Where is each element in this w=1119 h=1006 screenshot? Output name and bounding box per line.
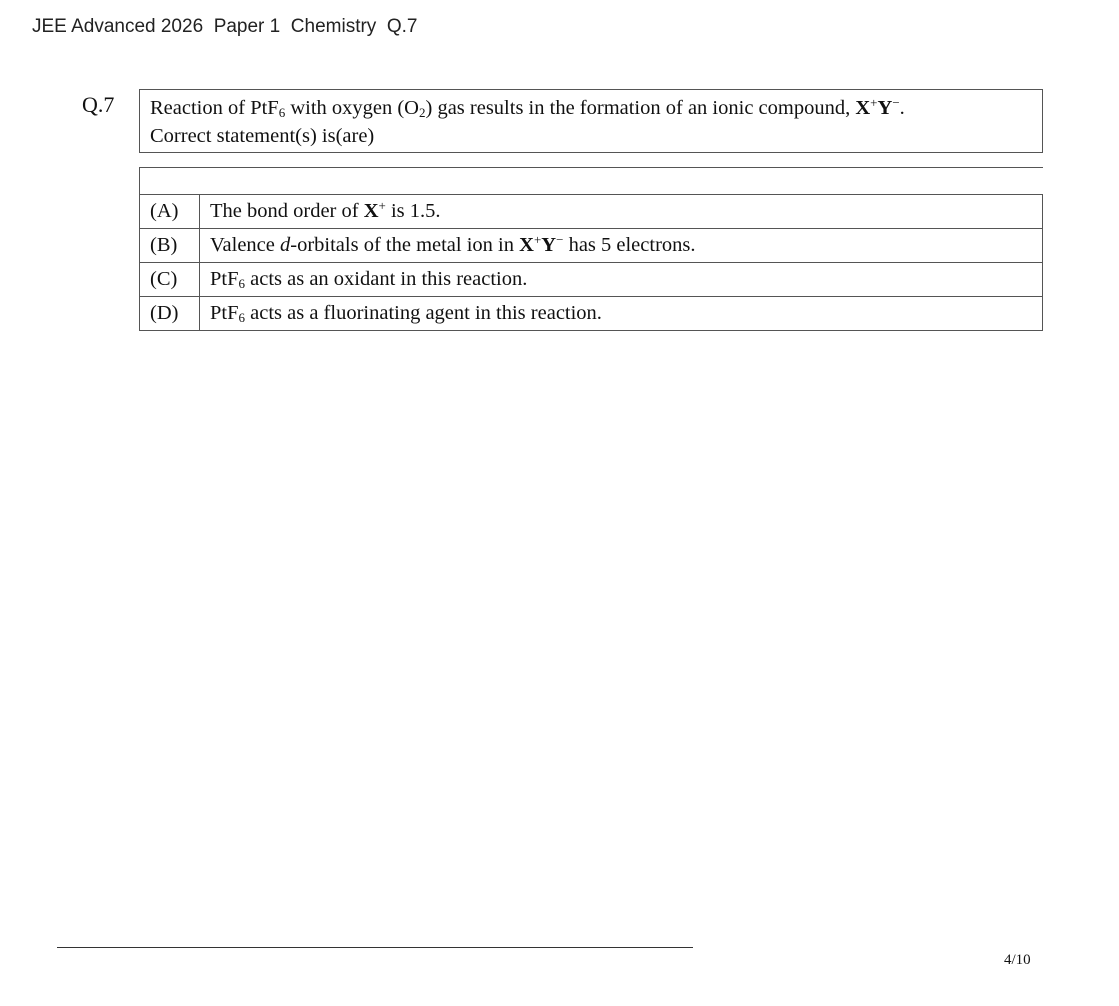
option-bold-x: X	[363, 200, 379, 222]
question-stem-line-2: Correct statement(s) is(are)	[150, 125, 375, 147]
option-text	[200, 297, 1043, 331]
option-row-d[interactable]	[140, 297, 1043, 331]
option-superscript: +	[533, 232, 542, 247]
option-label: (D)	[140, 297, 200, 331]
stem-superscript: +	[870, 95, 878, 110]
separator-line	[139, 167, 1043, 168]
question-stem-box	[139, 89, 1043, 153]
stem-subscript: 2	[419, 105, 426, 120]
option-label: (B)	[140, 229, 200, 263]
option-text-part: acts as an oxidant in this reaction.	[245, 268, 528, 290]
separator-line	[139, 167, 140, 195]
option-row-b[interactable]	[140, 229, 1043, 263]
option-text-part: -orbitals of the metal ion in	[290, 234, 520, 256]
option-text-part: has 5 electrons.	[563, 234, 696, 256]
stem-subscript: 6	[278, 105, 286, 120]
option-text	[200, 195, 1043, 229]
question-stem-line-1	[150, 94, 1032, 122]
option-italic-d: d	[280, 234, 291, 256]
option-superscript: +	[378, 198, 386, 213]
option-subscript: 6	[238, 276, 245, 291]
option-bold-x: X	[519, 234, 534, 256]
page-number: 4/10	[1004, 952, 1031, 968]
stem-text: .	[899, 97, 905, 119]
option-row-c[interactable]	[140, 263, 1043, 297]
page-header-title: JEE Advanced 2026 Paper 1 Chemistry Q.7	[32, 16, 418, 37]
option-text-part: PtF	[210, 302, 239, 324]
option-text-part: The bond order of	[210, 200, 364, 222]
stem-text: ) gas results in the formation of an ionic compound,	[425, 97, 856, 119]
stem-superscript: −	[892, 95, 900, 110]
option-text-part: PtF	[210, 268, 239, 290]
option-text-part: is 1.5.	[385, 200, 441, 222]
stem-bold-x: X	[855, 97, 871, 119]
options-table	[139, 194, 1043, 331]
option-text	[200, 263, 1043, 297]
option-bold-y: Y	[541, 234, 557, 256]
option-text-part: acts as a fluorinating agent in this reaction.	[245, 302, 602, 324]
stem-text: Reaction of PtF	[150, 97, 279, 119]
option-text-part: Valence	[210, 234, 280, 256]
question-number: Q.7	[82, 92, 115, 117]
option-text	[200, 229, 1043, 263]
option-label: (A)	[140, 195, 200, 229]
option-row-a[interactable]	[140, 195, 1043, 229]
option-subscript: 6	[238, 310, 245, 325]
stem-text: with oxygen (O	[285, 97, 419, 119]
stem-bold-y: Y	[877, 97, 893, 119]
option-superscript: −	[556, 232, 564, 247]
footer-rule	[57, 947, 693, 948]
option-label: (C)	[140, 263, 200, 297]
